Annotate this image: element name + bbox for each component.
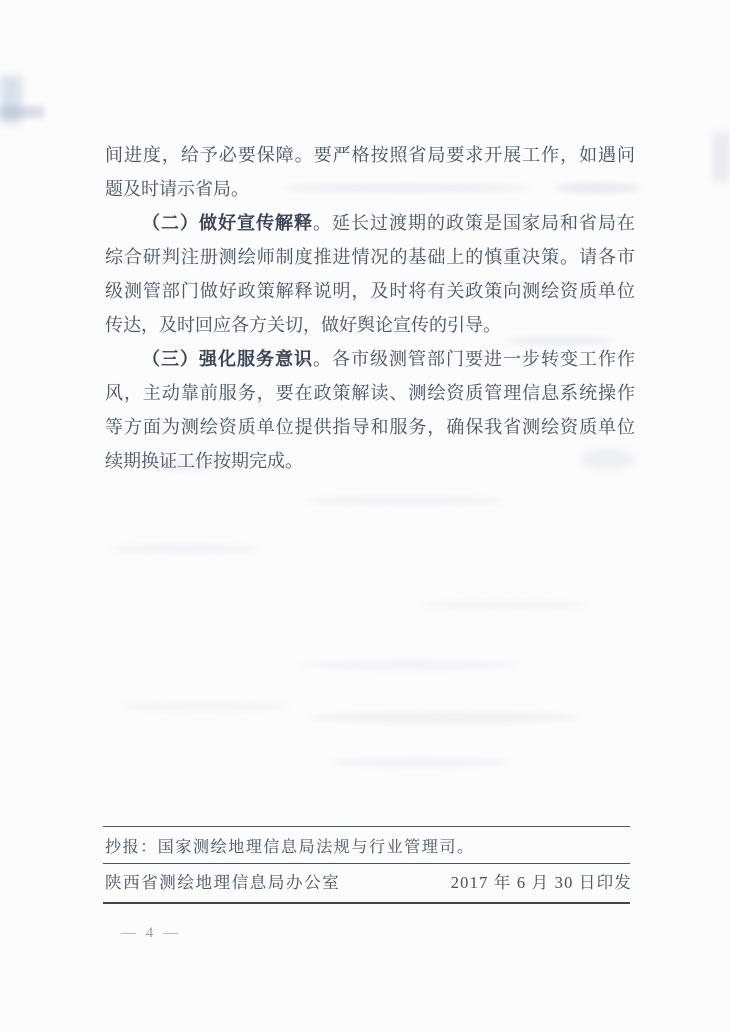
body-text: 。各市级测管部门要进一步转变工作作 xyxy=(313,349,635,369)
body-line: 风，主动靠前服务，要在政策解读、测绘资质管理信息系统操作 xyxy=(105,383,635,403)
body-line: 等方面为测绘资质单位提供指导和服务，确保我省测绘资质单位 xyxy=(105,417,635,437)
scan-artifact xyxy=(300,660,520,670)
body-line xyxy=(105,342,635,376)
divider xyxy=(103,863,630,864)
section-heading: （三）强化服务意识 xyxy=(142,349,313,369)
issuing-office: 陕西省测绘地理信息局办公室 xyxy=(105,873,341,892)
document-body xyxy=(105,138,635,478)
body-line: 续期换证工作按期完成。 xyxy=(105,451,303,471)
body-line: 级测管部门做好政策解释说明，及时将有关政策向测绘资质单位 xyxy=(105,281,635,301)
body-line: 间进度，给予必要保障。要严格按照省局要求开展工作，如遇问 xyxy=(105,145,635,165)
print-date: 2017 年 6 月 30 日印发 xyxy=(450,873,632,892)
page-number: — 4 — xyxy=(121,925,181,941)
body-line: 综合研判注册测绘师制度推进情况的基础上的慎重决策。请各市 xyxy=(105,247,635,267)
scan-artifact xyxy=(0,76,22,124)
scan-artifact xyxy=(330,757,510,767)
divider-thick xyxy=(103,902,630,904)
colophon xyxy=(105,871,632,895)
scan-artifact xyxy=(420,600,590,610)
body-line: 传达，及时回应各方关切，做好舆论宣传的引导。 xyxy=(105,315,501,335)
scan-artifact xyxy=(310,712,580,724)
body-line xyxy=(105,206,635,240)
section-heading: （二）做好宣传解释 xyxy=(142,213,313,233)
scan-artifact xyxy=(110,544,260,554)
scan-artifact xyxy=(712,132,730,182)
body-text: 。延长过渡期的政策是国家局和省局在 xyxy=(313,213,635,233)
cc-line: 抄报：国家测绘地理信息局法规与行业管理司。 xyxy=(105,839,475,856)
scan-artifact xyxy=(305,496,505,506)
scan-artifact xyxy=(120,700,290,712)
divider xyxy=(103,826,630,827)
body-line: 题及时请示省局。 xyxy=(105,179,249,199)
scan-artifact xyxy=(0,106,44,118)
